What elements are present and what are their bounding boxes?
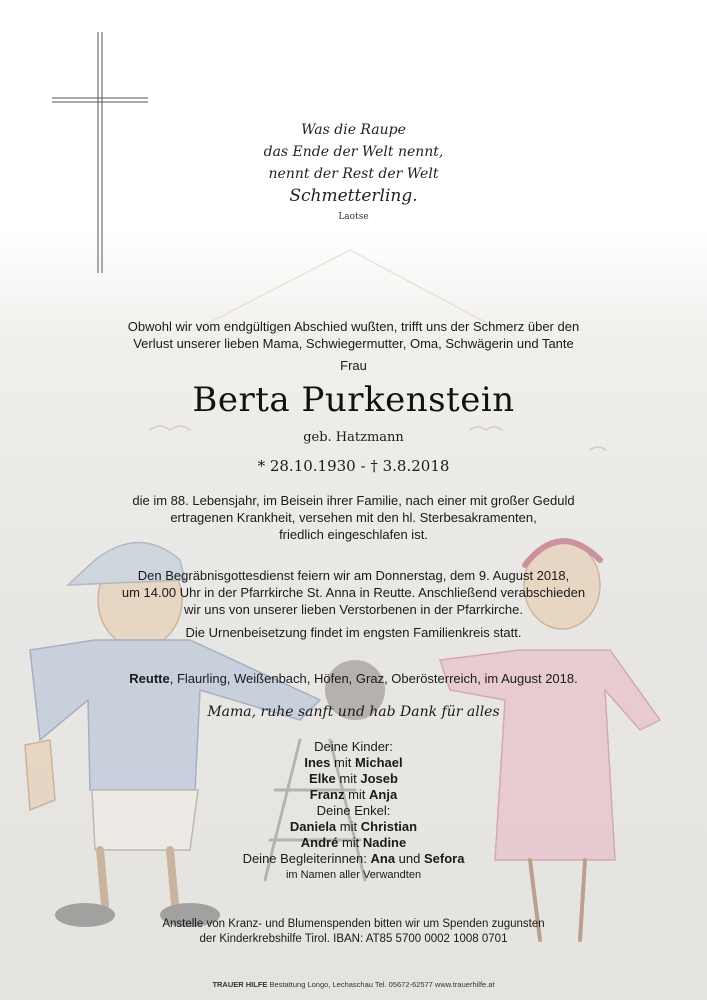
intro-line-1: Obwohl wir vom endgültigen Abschied wußten, trifft uns der Schmerz über den <box>127 319 580 334</box>
intro-line-2: Verlust unserer lieben Mama, Schwiegermutter, Oma, Schwägerin und Tante <box>133 336 574 351</box>
grandchildren-label: Deine Enkel: <box>316 803 391 818</box>
donation-line-1: Anstelle von Kranz- und Blumenspenden bitten wir um Spenden zugunsten <box>162 918 545 930</box>
footer <box>0 980 707 989</box>
intro-title: Frau <box>340 358 367 373</box>
footer-text: Bestattung Longo, Lechaschau Tel. 05672-62577 www.trauerhilfe.at <box>267 980 495 989</box>
deceased-name: Berta Purkenstein <box>192 380 515 420</box>
poem-line-3: nennt der Rest der Welt <box>268 166 439 182</box>
places-first: Reutte <box>129 671 170 686</box>
funeral-line-2: um 14.00 Uhr in der Pfarrkirche St. Anna in Reutte. Anschließend verabschieden <box>121 585 586 600</box>
places-line <box>0 670 707 687</box>
mourner-line: Ines mit Michael <box>304 755 403 770</box>
companions-line: Deine Begleiterinnen: Ana und Sefora <box>242 851 465 866</box>
mourner-line: Daniela mit Christian <box>289 819 418 834</box>
footer-brand: TRAUER HILFE <box>212 980 268 989</box>
relatives-note: im Namen aller Verwandten <box>285 869 422 881</box>
funeral-line-1: Den Begräbnisgottesdienst feiern wir am Donnerstag, dem 9. August 2018, <box>137 568 570 583</box>
donation-line-2: der Kinderkrebshilfe Tirol. IBAN: AT85 5700 0002 1008 0701 <box>199 933 508 945</box>
death-text-line-1: die im 88. Lebensjahr, im Beisein ihrer Familie, nach einer mit großer Geduld <box>132 493 575 508</box>
death-text-line-2: ertragenen Krankheit, versehen mit den hl. Sterbesakramenten, <box>170 510 537 525</box>
children-label: Deine Kinder: <box>314 739 393 754</box>
places-rest: , Flaurling, Weißenbach, Höfen, Graz, Oberösterreich, im August 2018. <box>169 671 578 686</box>
life-dates: * 28.10.1930 - † 3.8.2018 <box>257 457 450 475</box>
farewell-line: Mama, ruhe sanft und hab Dank für alles <box>207 704 500 720</box>
poem-line-2: das Ende der Welt nennt, <box>263 144 444 160</box>
urn-burial-note: Die Urnenbeisetzung findet im engsten Familienkreis statt. <box>185 625 522 640</box>
poem-author: Laotse <box>338 212 369 222</box>
mourner-line: Elke mit Joseb <box>309 771 398 786</box>
mourner-line: André mit Nadine <box>300 835 407 850</box>
death-text-line-3: friedlich eingeschlafen ist. <box>279 527 428 542</box>
poem-line-1: Was die Raupe <box>301 122 406 138</box>
funeral-line-3: wir uns von unserer lieben Verstorbenen in der Pfarrkirche. <box>184 602 523 617</box>
poem-line-4: Schmetterling. <box>289 186 418 206</box>
mourner-line: Franz mit Anja <box>309 787 398 802</box>
maiden-name: geb. Hatzmann <box>303 430 404 445</box>
